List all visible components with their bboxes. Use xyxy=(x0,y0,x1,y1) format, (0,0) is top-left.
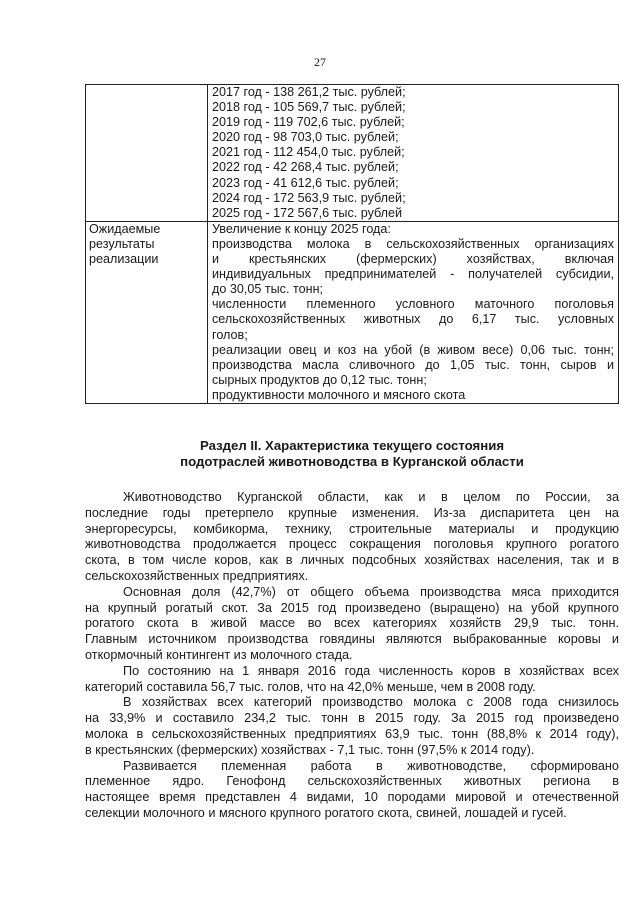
paragraph-line: Основная доля (42,7%) от общего объема производства мяса приходится xyxy=(123,584,619,599)
results-line: голов; xyxy=(212,327,248,342)
paragraph-line: откормочный контингент из молочного стада. xyxy=(85,647,353,662)
paragraph-line: Главным источником производства говядины являются выбракованные коровы и xyxy=(85,632,619,647)
paragraph-line: энергоресурсы, комбикорма, технику, строительные материалы и продукцию xyxy=(85,521,619,536)
results-line: реализации овец и коз на убой (в живом весе) 0,06 тыс. тонн; xyxy=(212,342,614,357)
paragraph-line: молока в сельскохозяйственных предприятиях 63,9 тыс. тонн (88,8% к 2014 году), xyxy=(85,726,619,741)
results-line: производства масла сливочного до 1,05 тыс. тонн, сыров и xyxy=(212,357,614,372)
results-line: сырных продуктов до 0,12 тыс. тонн; xyxy=(212,372,427,387)
results-label-line: реализации xyxy=(89,252,159,267)
results-line: Увеличение к концу 2025 года: xyxy=(212,221,391,236)
results-line: продуктивности молочного и мясного скота xyxy=(212,387,466,402)
paragraph-line: Развивается племенная работа в животноводстве, сформировано xyxy=(123,758,619,773)
paragraph-line: селекции молочного и мясного крупного рогатого скота, свиней, лошадей и гусей. xyxy=(85,805,567,820)
funding-line: 2022 год - 42 268,4 тыс. рублей; xyxy=(212,160,399,175)
results-line: производства молока в сельскохозяйственных организациях xyxy=(212,236,614,251)
expected-results-content-cell xyxy=(208,221,619,403)
expected-results-row xyxy=(86,221,619,403)
paragraph-line: сельскохозяйственных предприятиях. xyxy=(85,568,309,583)
results-line: и крестьянских (фермерских) хозяйствах, включая xyxy=(212,252,614,267)
funding-content-cell xyxy=(208,85,619,222)
paragraph-line: Животноводство Курганской области, как и в целом по России, за xyxy=(123,490,619,504)
funding-line: 2018 год - 105 569,7 тыс. рублей; xyxy=(212,100,406,115)
section-title-line: подотраслей животноводства в Курганской области xyxy=(180,454,524,469)
funding-line: 2023 год - 41 612,6 тыс. рублей; xyxy=(212,175,399,190)
program-passport-table xyxy=(85,84,619,404)
section-title xyxy=(85,438,619,470)
paragraph-line: рогатого скота в живой массе во всех категориях хозяйств 29,9 тыс. тонн. xyxy=(85,616,619,631)
results-line: сельскохозяйственных животных до 6,17 тыс. условных xyxy=(212,312,614,327)
paragraph-line: настоящее время представлен 4 видами, 10 породами мировой и отечественной xyxy=(85,790,619,805)
paragraph-line: в крестьянских (фермерских) хозяйствах - 7,1 тыс. тонн (97,5% к 2014 году). xyxy=(85,742,535,757)
funding-label-cell xyxy=(86,85,208,222)
funding-line: 2017 год - 138 261,2 тыс. рублей; xyxy=(212,85,406,99)
page-number: 27 xyxy=(314,55,326,69)
funding-line: 2020 год - 98 703,0 тыс. рублей; xyxy=(212,130,399,145)
funding-row xyxy=(86,85,619,222)
results-line: индивидуальных предпринимателей - получателей субсидии, xyxy=(212,267,614,282)
paragraph-line: на крупный рогатый скот. За 2015 год произведено (выращено) на убой крупного xyxy=(85,600,619,615)
paragraph-line: По состоянию на 1 января 2016 года численность коров в хозяйствах всех xyxy=(123,663,619,678)
paragraph-line: скота, в том числе коров, как в личных подсобных хозяйствах населения, так и в xyxy=(85,553,619,568)
paragraph-line: В хозяйствах всех категорий производство молока с 2008 года снизилось xyxy=(123,695,619,710)
paragraph-line: категорий составила 56,7 тыс. голов, что на 42,0% меньше, чем в 2008 году. xyxy=(85,679,536,694)
paragraph-line: животноводства продолжается процесс сокращения поголовья крупного рогатого xyxy=(85,537,619,552)
funding-line: 2024 год - 172 563,9 тыс. рублей; xyxy=(212,190,406,205)
body-text xyxy=(85,490,619,822)
funding-line: 2021 год - 112 454,0 тыс. рублей; xyxy=(212,145,405,160)
funding-line: 2019 год - 119 702,6 тыс. рублей; xyxy=(212,115,405,130)
results-line: до 30,05 тыс. тонн; xyxy=(212,282,324,297)
expected-results-label-cell xyxy=(86,221,208,403)
paragraph-line: на 33,9% и составило 234,2 тыс. тонн в 2015 году. За 2015 год произведено xyxy=(85,711,619,726)
section-title-line: Раздел II. Характеристика текущего состояния xyxy=(199,438,505,453)
paragraph-line: племенное ядро. Генофонд сельскохозяйственных животных региона в xyxy=(85,774,619,789)
funding-line: 2025 год - 172 567,6 тыс. рублей xyxy=(212,205,403,220)
results-line: численности племенного условного маточного поголовья xyxy=(212,297,614,312)
paragraph-line: последние годы претерпело крупные изменения. Из-за диспаритета цен на xyxy=(85,505,619,520)
results-label-line: результаты xyxy=(89,236,155,251)
results-label-line: Ожидаемые xyxy=(89,221,161,236)
